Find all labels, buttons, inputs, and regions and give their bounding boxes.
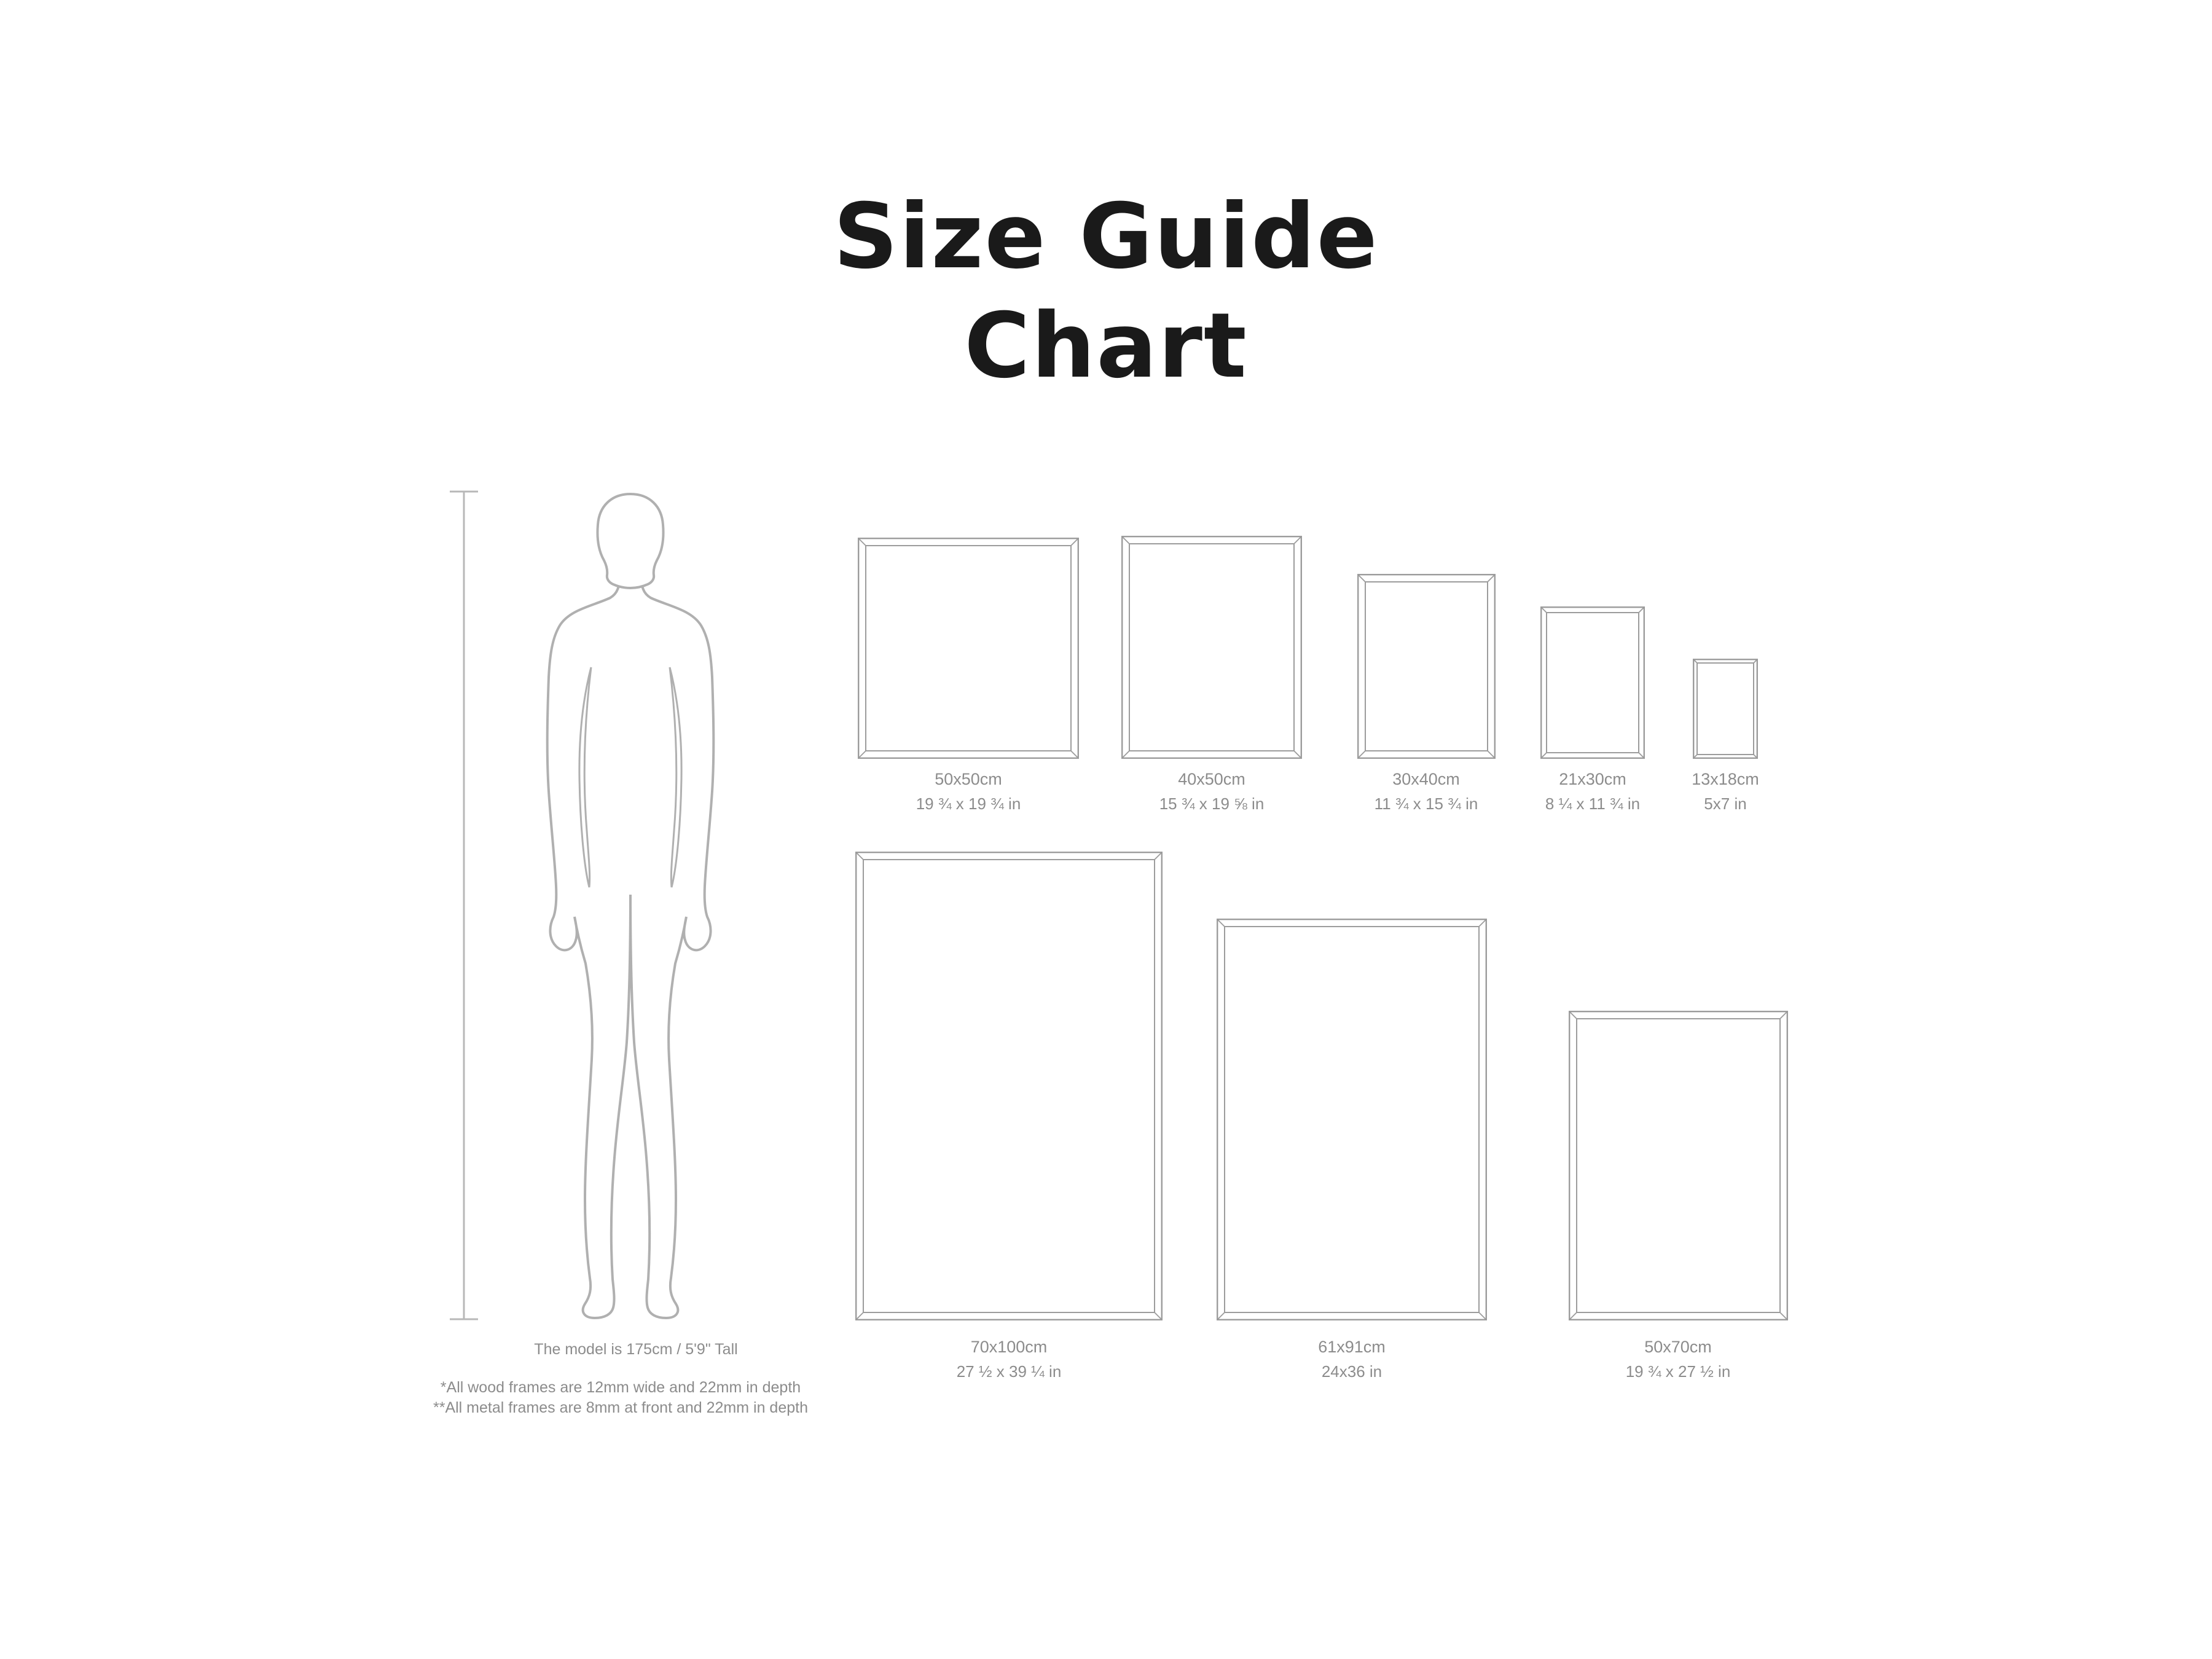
label-50x70cm — [1543, 1335, 1813, 1384]
size-inches: 19 ¾ x 27 ½ in — [1625, 1362, 1731, 1381]
model-height-note: The model is 175cm / 5'9" Tall — [534, 1341, 738, 1358]
size-cm: 21x30cm — [1559, 770, 1626, 788]
size-cm: 40x50cm — [1178, 770, 1245, 788]
frame-50x50cm — [858, 538, 1079, 759]
page-title-line2: Chart — [964, 294, 1248, 398]
size-inches: 27 ½ x 39 ¼ in — [956, 1362, 1062, 1381]
size-cm: 70x100cm — [970, 1338, 1048, 1356]
size-inches: 24x36 in — [1321, 1362, 1382, 1381]
frame-30x40cm — [1357, 574, 1496, 759]
figure-head — [597, 494, 663, 588]
label-70x100cm — [874, 1335, 1144, 1384]
size-inches: 8 ¼ x 11 ¾ in — [1545, 794, 1641, 813]
frame-40x50cm — [1121, 536, 1302, 759]
size-cm: 50x50cm — [935, 770, 1002, 788]
size-cm: 61x91cm — [1318, 1338, 1386, 1356]
frame-61x91cm — [1217, 919, 1487, 1320]
label-61x91cm — [1217, 1335, 1487, 1384]
footnote-wood-frames: *All wood frames are 12mm wide and 22mm in depth — [440, 1379, 801, 1396]
frame-50x70cm — [1569, 1011, 1788, 1320]
figure-body-outline — [547, 575, 714, 1318]
height-measure-line — [447, 489, 480, 1322]
size-inches: 5x7 in — [1704, 794, 1747, 813]
size-inches: 19 ¾ x 19 ¾ in — [916, 794, 1021, 813]
page-title — [0, 182, 2212, 401]
size-cm: 50x70cm — [1644, 1338, 1712, 1356]
size-inches: 15 ¾ x 19 ⅝ in — [1159, 794, 1265, 813]
frame-footnotes — [406, 1378, 836, 1418]
frame-21x30cm — [1540, 606, 1645, 759]
size-cm: 30x40cm — [1392, 770, 1460, 788]
page-title-line1: Size Guide — [833, 184, 1379, 289]
size-inches: 11 ¾ x 15 ¾ in — [1374, 794, 1478, 813]
size-cm: 13x18cm — [1692, 770, 1759, 788]
footnote-metal-frames: **All metal frames are 8mm at front and 22mm in depth — [433, 1399, 808, 1416]
frame-70x100cm — [855, 852, 1163, 1320]
label-50x50cm — [833, 767, 1104, 816]
frame-13x18cm — [1693, 659, 1758, 759]
label-13x18cm — [1590, 767, 1861, 816]
human-figure-silhouette — [531, 489, 729, 1322]
